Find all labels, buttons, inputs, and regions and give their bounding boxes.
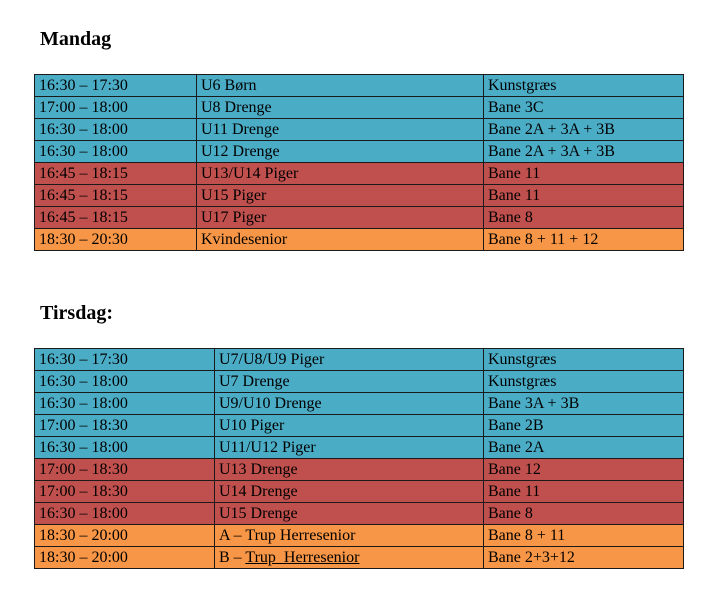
- time-cell: 16:30 – 18:00: [35, 141, 197, 163]
- team-cell: A – Trup Herresenior: [215, 525, 484, 547]
- time-cell: 16:30 – 18:00: [35, 437, 215, 459]
- table-row: [35, 163, 684, 185]
- table-row: [35, 437, 684, 459]
- team-cell: U12 Drenge: [197, 141, 484, 163]
- field-cell: Bane 2A + 3A + 3B: [484, 141, 684, 163]
- time-cell: 16:30 – 18:00: [35, 119, 197, 141]
- team-cell: U14 Drenge: [215, 481, 484, 503]
- team-cell: U17 Piger: [197, 207, 484, 229]
- team-prefix: B –: [219, 549, 246, 566]
- team-cell: U6 Børn: [197, 75, 484, 97]
- table-row: [35, 207, 684, 229]
- field-cell: Bane 2+3+12: [484, 547, 684, 569]
- time-cell: 17:00 – 18:30: [35, 481, 215, 503]
- field-cell: Kunstgræs: [484, 349, 684, 371]
- table-row: [35, 75, 684, 97]
- team-cell: Kvindesenior: [197, 229, 484, 251]
- time-cell: 17:00 – 18:30: [35, 459, 215, 481]
- field-cell: Kunstgræs: [484, 371, 684, 393]
- field-cell: Bane 2A: [484, 437, 684, 459]
- table-row: [35, 185, 684, 207]
- team-cell: U15 Drenge: [215, 503, 484, 525]
- time-cell: 17:00 – 18:00: [35, 97, 197, 119]
- team-cell: U11 Drenge: [197, 119, 484, 141]
- team-cell: U15 Piger: [197, 185, 484, 207]
- table-row: [35, 503, 684, 525]
- team-cell: U8 Drenge: [197, 97, 484, 119]
- table-row: [35, 371, 684, 393]
- time-cell: 16:45 – 18:15: [35, 207, 197, 229]
- table-row: [35, 459, 684, 481]
- team-cell: [215, 547, 484, 569]
- team-cell: U11/U12 Piger: [215, 437, 484, 459]
- field-cell: Bane 3C: [484, 97, 684, 119]
- time-cell: 16:30 – 18:00: [35, 393, 215, 415]
- field-cell: Bane 3A + 3B: [484, 393, 684, 415]
- team-cell: U13/U14 Piger: [197, 163, 484, 185]
- table-row: [35, 415, 684, 437]
- time-cell: 16:45 – 18:15: [35, 185, 197, 207]
- time-cell: 18:30 – 20:30: [35, 229, 197, 251]
- table-row: [35, 97, 684, 119]
- time-cell: 16:30 – 17:30: [35, 349, 215, 371]
- time-cell: 16:30 – 18:00: [35, 503, 215, 525]
- team-cell: U7 Drenge: [215, 371, 484, 393]
- table-row: [35, 229, 684, 251]
- table-row: [35, 481, 684, 503]
- field-cell: Bane 11: [484, 185, 684, 207]
- heading-tirsdag: Tirsdag:: [40, 302, 113, 324]
- time-cell: 18:30 – 20:00: [35, 547, 215, 569]
- time-cell: 18:30 – 20:00: [35, 525, 215, 547]
- field-cell: Bane 8 + 11 + 12: [484, 229, 684, 251]
- field-cell: Bane 2B: [484, 415, 684, 437]
- team-cell: U9/U10 Drenge: [215, 393, 484, 415]
- time-cell: 16:45 – 18:15: [35, 163, 197, 185]
- team-underlined-text: Trup Herresenior: [245, 549, 360, 566]
- schedule-table-mandag: [34, 74, 684, 251]
- field-cell: Bane 12: [484, 459, 684, 481]
- time-cell: 16:30 – 17:30: [35, 75, 197, 97]
- field-cell: Bane 8: [484, 207, 684, 229]
- heading-mandag: Mandag: [40, 28, 112, 50]
- time-cell: 16:30 – 18:00: [35, 371, 215, 393]
- table-row: [35, 525, 684, 547]
- table-row: [35, 393, 684, 415]
- field-cell: Bane 11: [484, 163, 684, 185]
- team-cell: U7/U8/U9 Piger: [215, 349, 484, 371]
- time-cell: 17:00 – 18:30: [35, 415, 215, 437]
- field-cell: Bane 2A + 3A + 3B: [484, 119, 684, 141]
- field-cell: Bane 11: [484, 481, 684, 503]
- team-cell: U13 Drenge: [215, 459, 484, 481]
- table-row: [35, 349, 684, 371]
- table-row: [35, 547, 684, 569]
- field-cell: Kunstgræs: [484, 75, 684, 97]
- schedule-table-tirsdag: [34, 348, 684, 569]
- team-cell: U10 Piger: [215, 415, 484, 437]
- table-row: [35, 119, 684, 141]
- table-row: [35, 141, 684, 163]
- field-cell: Bane 8: [484, 503, 684, 525]
- field-cell: Bane 8 + 11: [484, 525, 684, 547]
